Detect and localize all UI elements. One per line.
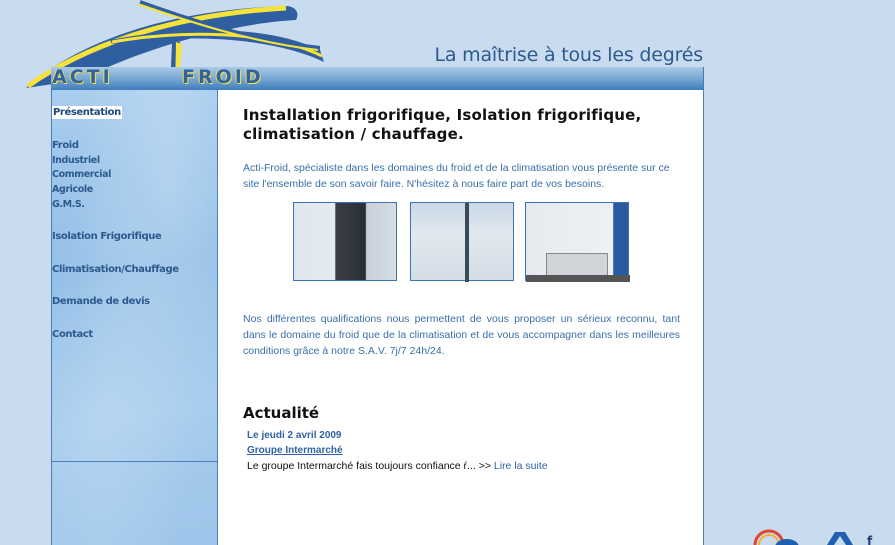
sidebar: [52, 90, 218, 545]
logo-text-froid: FROID: [182, 66, 264, 88]
news-section-title: Actualité: [243, 404, 320, 422]
photo-gallery: [293, 202, 633, 282]
page-title: Installation frigorifique, Isolation frigorifique, climatisation / chauffage.: [243, 106, 642, 143]
news-excerpt: [247, 460, 548, 472]
nav-item-isolation-frigorifique[interactable]: Isolation Frigorifique: [52, 231, 162, 242]
qualifications-text: Nos différentes qualifications nous permettent de vous proposer un sérieux reconnu, tant dans le domaine du froid que de la climatisation et de vous accompagner dans les meilleures conditions grâce à notre S.A.V. 7j/7 24h/24.: [243, 313, 680, 357]
header-banner: [51, 67, 704, 90]
cold-room-door-photo[interactable]: [293, 202, 397, 281]
nav-item-froid[interactable]: Froid: [52, 140, 79, 151]
site-header: [0, 0, 727, 90]
nav-item-contact[interactable]: Contact: [52, 329, 93, 340]
news-date: Le jeudi 2 avril 2009: [247, 430, 342, 441]
news-headline-link[interactable]: Groupe Intermarché: [247, 445, 343, 456]
nav-item-industriel[interactable]: Industriel: [52, 155, 100, 166]
nav-item-presentation[interactable]: Présentation: [53, 107, 121, 118]
news-excerpt-text: Le groupe Intermarché fais toujours confiance ŕ... >>: [247, 460, 494, 472]
condenser-unit-photo[interactable]: [525, 202, 629, 281]
intro-text: Acti-Froid, spécialiste dans les domaines du froid et de la climatisation vous présente sur ce site l'ensemble de son savoir faire. N'hésitez à nous faire part de vos besoins.: [243, 162, 670, 190]
nav-item-demande-de-devis[interactable]: Demande de devis: [52, 296, 150, 307]
logo-text-acti: ACTI: [52, 66, 113, 88]
control-panel-photo[interactable]: [410, 202, 514, 281]
svg-text:f: f: [867, 534, 873, 545]
nav-item-gms[interactable]: G.M.S.: [52, 199, 85, 210]
page-frame: [51, 90, 873, 545]
read-more-link[interactable]: Lire la suite: [493, 460, 548, 472]
nav-item-agricole[interactable]: Agricole: [52, 184, 93, 195]
nav-item-climatisation-chauffage[interactable]: Climatisation/Chauffage: [52, 264, 179, 275]
nav-item-commercial[interactable]: Commercial: [52, 169, 111, 180]
tagline: La maîtrise à tous les degrés: [434, 44, 703, 66]
sidebar-divider: [52, 461, 218, 462]
partner-logos-icon: [735, 528, 895, 545]
